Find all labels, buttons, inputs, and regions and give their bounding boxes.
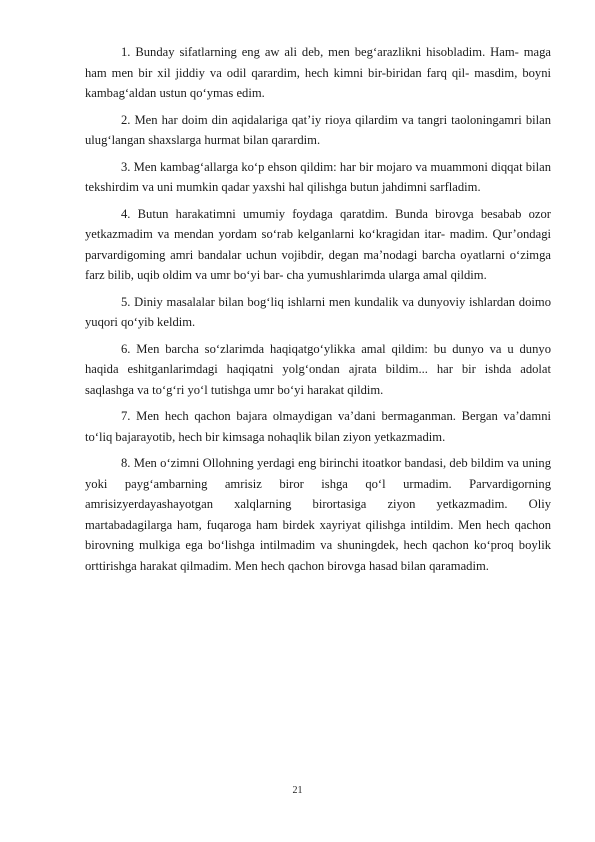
paragraph-8: 8. Men o‘zimni Ollohning yerdagi eng birinchi itoatkor bandasi, deb bildim va uning yoki payg‘ambarning amrisiz biror ishga qo‘l urmadim. Parvardigorning amrisizyerdayashayotgan xalqlarning birortasiga ziyon yetkazmadim. Oliy martabadagilarga ham, fuqaroga ham birdek xayriyat qilishga intildim. Men hech qachon birovning mulkiga ega bo‘lishga intilmadim va shuningdek, hech qachon ko‘proq boylik orttirishga harakat qilmadim. Men hech qachon birovga hasad bilan qaramadim. <box>85 456 551 573</box>
paragraph-5: 5. Diniy masalalar bilan bog‘liq ishlarni men kundalik va dunyoviy ishlardan doimo yuqori qo‘yib keldim. <box>85 294 551 329</box>
paragraph-7: 7. Men hech qachon bajara olmaydigan va’dani bermaganman. Bergan va’damni to‘liq bajarayotib, hech bir kimsaga nohaqlik bilan ziyon yetkazmadim. <box>85 409 551 444</box>
paragraph-1: 1. Bunday sifatlarning eng aw ali deb, men beg‘arazlikni hisobladim. Ham- maga ham men bir xil jiddiy va odil qarardim, hech kimni bir-biridan farq qil- masdim, boyni kambag‘aldan ustun qo‘ymas edim. <box>85 45 551 100</box>
paragraph-4: 4. Butun harakatimni umumiy foydaga qaratdim. Bunda birovga besabab ozor yetkazmadim va mendan yordam so‘rab kelganlarni ko‘kragidan itar- madim. Qur’ondagi parvardigoming amri bandalar uchun vojibdir, degan ma’nodagi barcha oyatlarni o‘zimga farz bilib, uqib oldim va umr bo‘yi bar- cha yumushlarimda ularga amal qildim. <box>85 206 551 282</box>
paragraph-3: 3. Men kambag‘allarga ko‘p ehson qildim: har bir mojaro va muammoni diqqat bilan tekshirdim va uni mumkin qadar yaxshi hal qilishga butun jahdimni sarfladim. <box>85 159 551 194</box>
paragraph-2: 2. Men har doim din aqidalariga qat’iy rioya qilardim va tangri taoloningamri bilan ulug‘langan shaxslarga hurmat bilan qarardim. <box>85 112 551 147</box>
page-number: 21 <box>292 785 303 796</box>
document-body <box>85 42 551 582</box>
paragraph-6: 6. Men barcha so‘zlarimda haqiqatgo‘ylikka amal qildim: bu dunyo va u dunyo haqida eshitganlarimdagi haqiqatni yolg‘ondan ajrata bildim... har bir ishda adolat saqlashga va to‘g‘ri yo‘l tutishga umr bo‘yi harakat qildim. <box>85 341 551 397</box>
